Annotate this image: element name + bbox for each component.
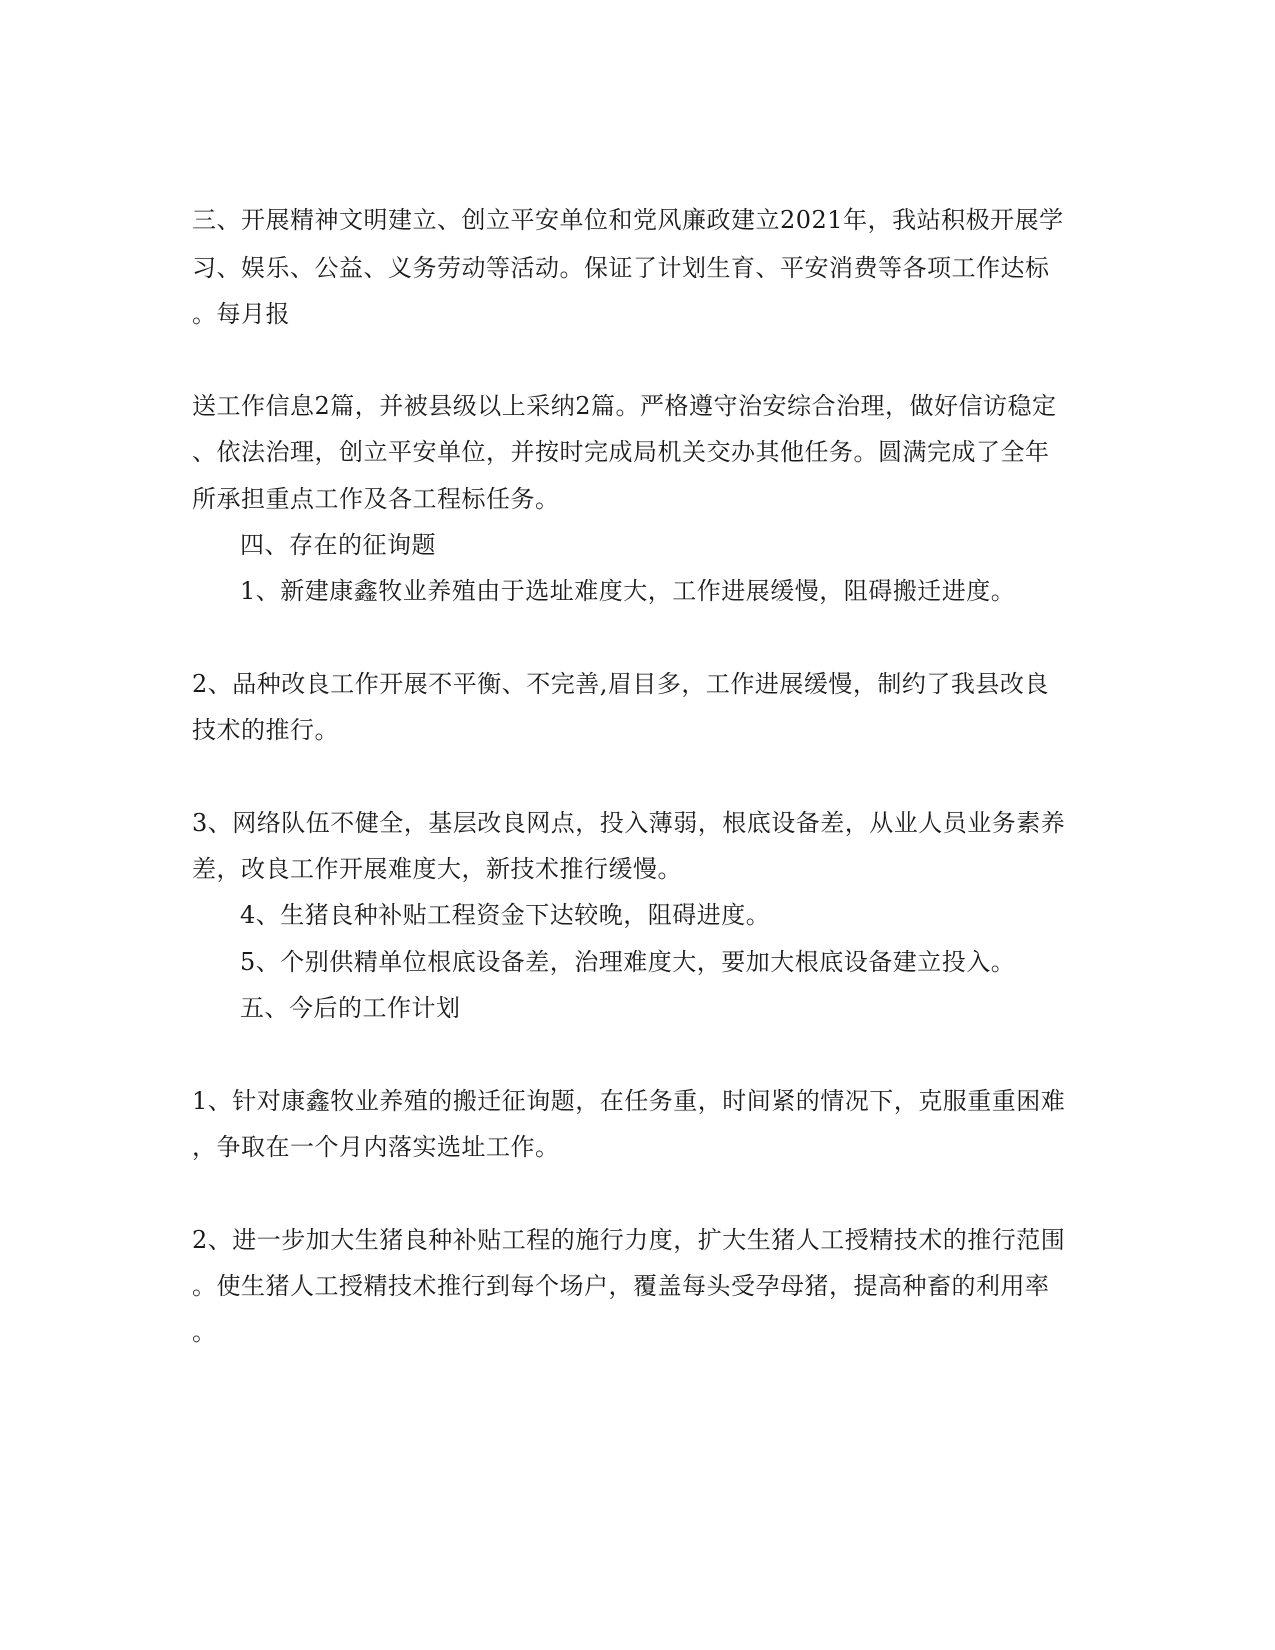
paragraph-line: 三、开展精神文明建立、创立平安单位和党风廉政建立2021年，我站积极开展学 [192,206,1064,234]
paragraph-line: 、依法治理，创立平安单位，并按时完成局机关交办其他任务。圆满完成了全年 [192,438,1050,466]
list-item: 2、进一步加大生猪良种补贴工程的施行力度，扩大生猪人工授精技术的推行范围 [192,1226,1066,1254]
list-item: 5、个别供精单位根底设备差，治理难度大，要加大根底设备建立投入。 [240,948,1016,976]
paragraph-line: ，争取在一个月内落实选址工作。 [192,1133,560,1161]
list-item: 2、品种改良工作开展不平衡、不完善,眉目多，工作进展缓慢，制约了我县改良 [192,670,1049,698]
list-item: 1、新建康鑫牧业养殖由于选址难度大，工作进展缓慢，阻碍搬迁进度。 [240,577,1016,605]
list-item: 3、网络队伍不健全，基层改良网点，投入薄弱，根底设备差，从业人员业务素养 [192,809,1066,837]
list-item: 4、生猪良种补贴工程资金下达较晚，阻碍进度。 [240,901,771,929]
paragraph-line: 。 [192,1318,217,1346]
paragraph-line: 差，改良工作开展难度大，新技术推行缓慢。 [192,855,682,883]
paragraph-line: 习、娱乐、公益、义务劳动等活动。保证了计划生育、平安消费等各项工作达标 [192,254,1050,282]
list-item: 1、针对康鑫牧业养殖的搬迁征询题，在任务重，时间紧的情况下，克服重重困难 [192,1087,1066,1115]
section-heading: 四、存在的征询题 [240,531,436,559]
paragraph-line: 所承担重点工作及各工程标任务。 [192,485,560,513]
paragraph-line: 技术的推行。 [192,716,339,744]
section-heading: 五、今后的工作计划 [240,994,461,1022]
paragraph-line: 。使生猪人工授精技术推行到每个场户，覆盖每头受孕母猪，提高种畜的利用率 [192,1272,1050,1300]
paragraph-line: 送工作信息2篇，并被县级以上采纳2篇。严格遵守治安综合治理，做好信访稳定 [192,392,1057,420]
paragraph-line: 。每月报 [192,300,290,328]
